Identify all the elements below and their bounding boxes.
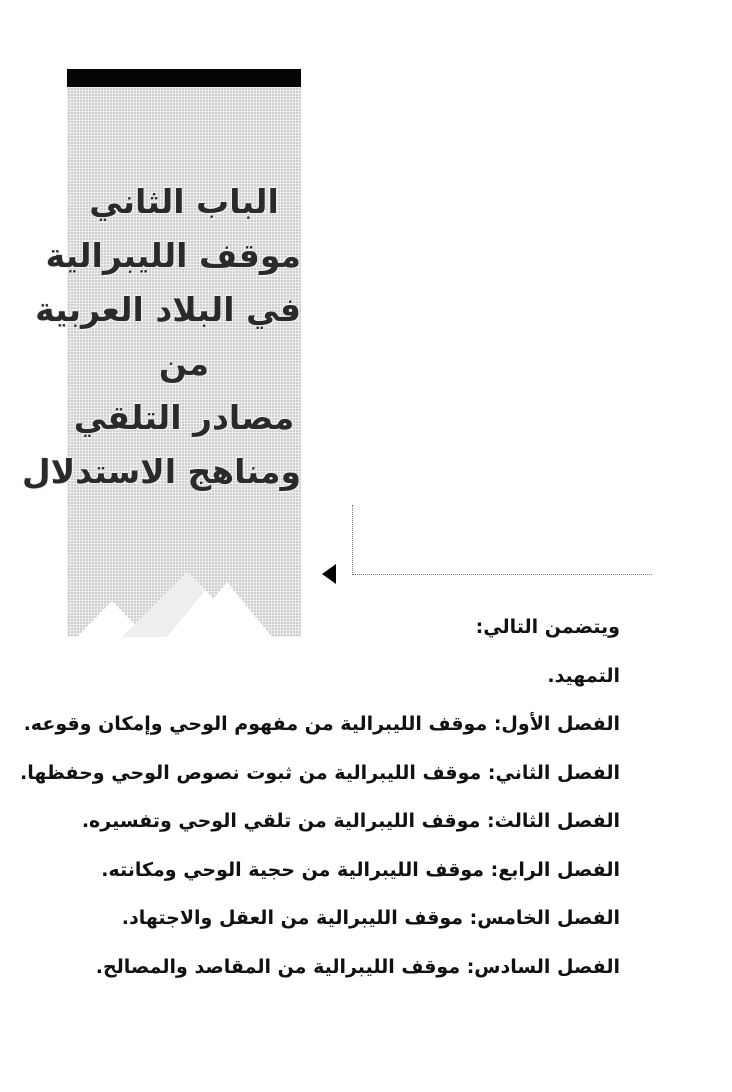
dotted-bracket bbox=[352, 505, 652, 575]
part-title-panel bbox=[21, 87, 301, 637]
part-title-line: الباب الثاني bbox=[89, 182, 279, 221]
part-title-line: من bbox=[158, 344, 210, 383]
part-title-line: ومناهج الاستدلال bbox=[21, 452, 301, 491]
contents-item: الفصل الرابع: موقف الليبرالية من حجية الوحي ومكانته. bbox=[101, 858, 620, 881]
contents-intro: ويتضمن التالي: bbox=[475, 616, 620, 638]
part-title-line: في البلاد العربية bbox=[35, 290, 301, 329]
part-title-line: موقف الليبرالية bbox=[45, 236, 301, 275]
contents-item: التمهيد. bbox=[547, 664, 620, 687]
title-header-bar bbox=[67, 69, 301, 87]
pointer-arrow-icon bbox=[322, 564, 336, 584]
contents-item: الفصل الأول: موقف الليبرالية من مفهوم الوحي وإمكان وقوعه. bbox=[23, 713, 620, 735]
contents-item: الفصل السادس: موقف الليبرالية من المقاصد والمصالح. bbox=[95, 955, 620, 978]
contents-item: الفصل الخامس: موقف الليبرالية من العقل والاجتهاد. bbox=[121, 907, 620, 929]
chapter-contents-list bbox=[20, 603, 620, 991]
part-title bbox=[21, 175, 301, 499]
contents-item: الفصل الثالث: موقف الليبرالية من تلقي الوحي وتفسيره. bbox=[81, 810, 620, 832]
part-title-line: مصادر التلقي bbox=[73, 398, 295, 437]
contents-item: الفصل الثاني: موقف الليبرالية من ثبوت نصوص الوحي وحفظها. bbox=[20, 761, 620, 784]
